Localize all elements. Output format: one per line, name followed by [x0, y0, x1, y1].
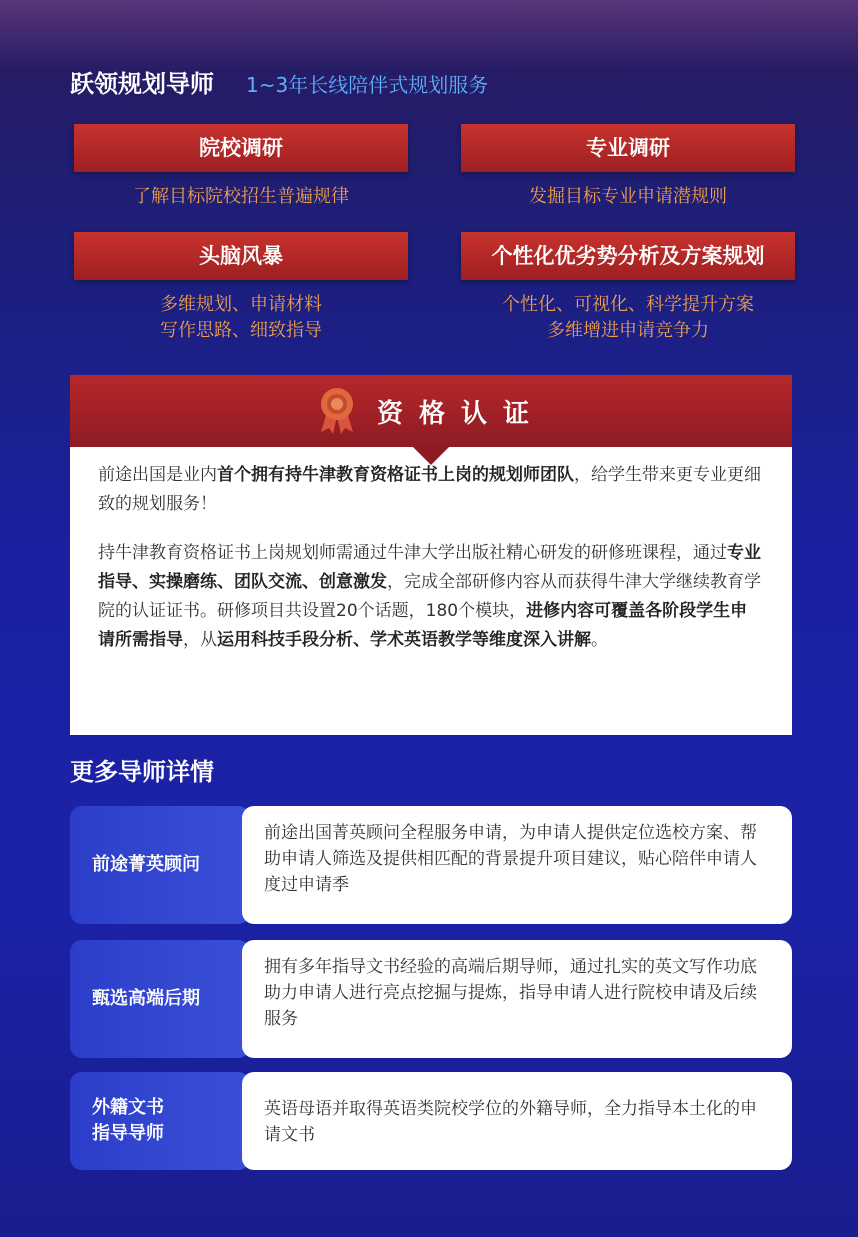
- text-emphasis: 专业指导、实操磨练、团队交流、创意激发: [98, 543, 761, 592]
- feature-desc: 了解目标院校招生普遍规律: [133, 186, 349, 207]
- feature-title: 专业调研: [461, 124, 795, 172]
- text-emphasis: 进修内容可覆盖各阶段学生申请所需指导: [98, 601, 748, 650]
- feature-card-major-research: [461, 124, 795, 210]
- mentor-description: 拥有多年指导文书经验的高端后期导师，通过扎实的英文写作功底助力申请人进行亮点挖掘与提炼，指导申请人进行院校申请及后续服务: [242, 940, 792, 1058]
- certification-title: 资格认证: [376, 398, 545, 429]
- certification-pointer: [413, 447, 449, 465]
- feature-desc-line: 写作思路、细致指导: [160, 320, 322, 341]
- section-header: [70, 64, 488, 99]
- certification-paragraph: [98, 461, 764, 519]
- top-background: [0, 0, 858, 70]
- certification-panel: [70, 375, 792, 735]
- text-span: 前途出国是业内: [98, 465, 217, 485]
- certification-paragraph: [98, 539, 764, 655]
- feature-desc-line: 多维规划、申请材料: [160, 294, 322, 315]
- feature-card-analysis-planning: [461, 232, 795, 344]
- certification-header: [70, 375, 792, 447]
- feature-title: 头脑风暴: [74, 232, 408, 280]
- text-span: ，给学生带来更专业更细致的规划服务！: [98, 465, 761, 514]
- text-span: ，完成全部研修内容从而获得牛津大学继续教育学院的认证证书。研修项目共设置20个话题，180个模块，: [98, 572, 761, 621]
- more-mentors-title: 更多导师详情: [70, 758, 214, 786]
- feature-desc: 发掘目标专业申请潜规则: [529, 186, 727, 207]
- feature-title: 个性化优劣势分析及方案规划: [461, 232, 795, 280]
- feature-title: 院校调研: [74, 124, 408, 172]
- mentor-card-foreign-writing-tutor: [70, 1072, 792, 1170]
- text-span: ，从: [183, 630, 217, 650]
- mentor-card-elite-consultant: [70, 806, 792, 924]
- text-span: 持牛津教育资格证书上岗规划师需通过牛津大学出版社精心研发的研修班课程，通过: [98, 543, 727, 563]
- mentor-label-line: 外籍文书: [92, 1097, 164, 1118]
- feature-desc: [74, 292, 408, 344]
- mentor-label: 前途菁英顾问: [70, 806, 250, 924]
- feature-desc-line: 个性化、可视化、科学提升方案: [502, 294, 754, 315]
- feature-card-brainstorm: [74, 232, 408, 344]
- text-emphasis: 首个拥有持牛津教育资格证书上岗的规划师团队: [217, 465, 574, 485]
- mentor-description: 前途出国菁英顾问全程服务申请，为申请人提供定位选校方案、帮助申请人筛选及提供相匹配的背景提升项目建议，贴心陪伴申请人度过申请季: [242, 806, 792, 924]
- section-subtitle: 1~3年长线陪伴式规划服务: [246, 73, 489, 97]
- award-medal-icon: [317, 386, 357, 436]
- feature-desc: [461, 292, 795, 344]
- mentor-description: 英语母语并取得英语类院校学位的外籍导师，全力指导本土化的申请文书: [242, 1072, 792, 1170]
- certification-body: [70, 447, 792, 735]
- feature-desc-line: 多维增进申请竞争力: [547, 320, 709, 341]
- feature-card-school-research: [74, 124, 408, 210]
- text-span: 。: [591, 630, 608, 650]
- mentor-label: 甄选高端后期: [70, 940, 250, 1058]
- mentor-label: [70, 1072, 250, 1170]
- section-title: 跃领规划导师: [70, 70, 214, 98]
- mentor-card-senior-editor: [70, 940, 792, 1058]
- mentor-label-line: 指导导师: [92, 1123, 164, 1144]
- text-emphasis: 运用科技手段分析、学术英语教学等维度深入讲解: [217, 630, 591, 650]
